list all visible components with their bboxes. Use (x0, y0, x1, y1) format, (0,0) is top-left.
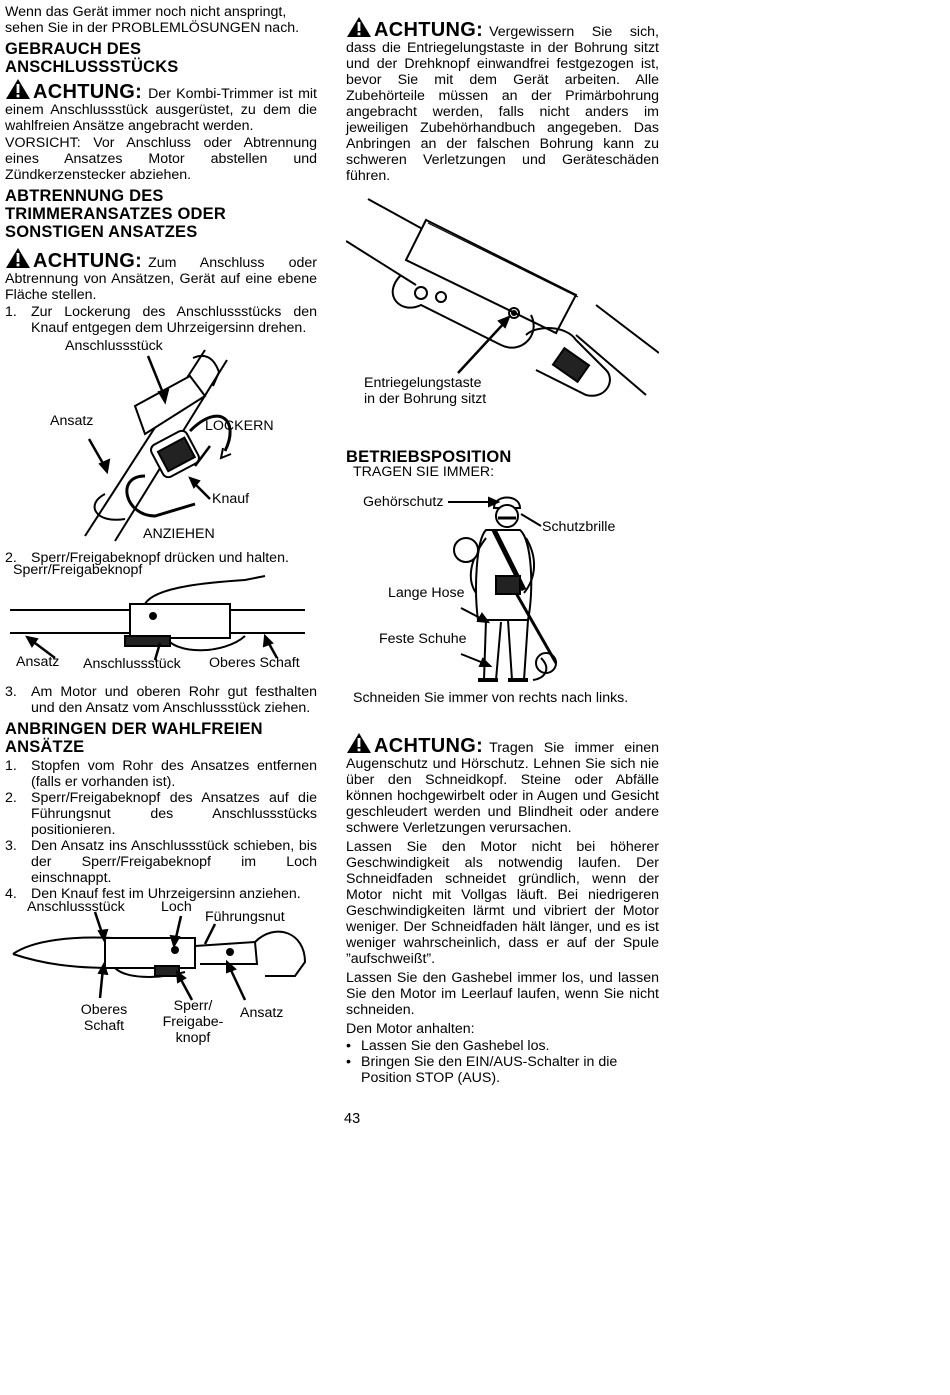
list-item: • Bringen Sie den EIN/AUS-Schalter in die Position STOP (AUS). (346, 1054, 659, 1086)
label-gehoerschutz: Gehörschutz (363, 494, 444, 510)
left-column (5, 4, 317, 1062)
label-anschlussstueck: Anschlussstück (83, 656, 181, 672)
step-3: 3. Am Motor und oberen Rohr gut festhalten und den Ansatz vom Anschlussstück ziehen. (5, 684, 317, 716)
paragraph-2: Lassen Sie den Gashebel immer los, und lassen Sie den Motor im Leerlauf laufen, wenn Sie nicht schneiden. (346, 970, 659, 1018)
warning-triangle-icon (346, 16, 372, 38)
heading-betrieb: BETRIEBSPOSITION (346, 448, 512, 466)
warning-triangle-icon (5, 247, 31, 269)
steps-b (5, 758, 317, 902)
warning-text: Tragen Sie immer einen Augenschutz und Hörschutz. Lehnen Sie sich nie über den Schneidkopf. Steine oder Abfälle können hochgewirbelt oder in Augen und Gesicht geschleudert werden und Blindheit oder andere schwere Verletzungen verursachen. (346, 740, 659, 836)
label-lange-hose: Lange Hose (388, 585, 465, 601)
intro-text: Wenn das Gerät immer noch nicht anspringt, sehen Sie in der PROBLEMLÖSUNGEN nach. (5, 4, 300, 36)
heading-anbringen: ANBRINGEN DER WAHLFREIEN ANSÄTZE (5, 720, 263, 756)
label-lockern: LOCKERN (205, 418, 274, 434)
label-sperr-freigabe-knopf: Sperr/ Freigabe- knopf (162, 998, 224, 1046)
label-oberes-schaft: Oberes Schaft (80, 1002, 128, 1034)
figure-release-hole (346, 185, 659, 430)
step-b-2: 2. Sperr/Freigabeknopf des Ansatzes auf die Führungsnut des Anschlussstücks positionieren. (5, 790, 317, 838)
label-ansatz: Ansatz (50, 413, 94, 429)
label-oberes-schaft: Oberes Schaft (209, 655, 300, 671)
warning-text: Vergewissern Sie sich, dass die Entriegelungstaste in der Bohrung sitzt und der Drehknopf einwandfrei festgezogen ist, bevor Sie mit dem Gerät arbeiten. Alle Zubehörteile müssen an der Primärbohrung angebracht werden, falls nicht anders im jeweiligen Zubehörhandbuch angegeben. Das Anbringen an der falschen Bohrung kann zu schweren Verletzungen und Geräteschäden führen. (346, 24, 659, 184)
label-anziehen: ANZIEHEN (143, 526, 215, 542)
heading-gebrauch: GEBRAUCH DES ANSCHLUSSSTÜCKS (5, 40, 179, 76)
right-column (346, 4, 659, 1086)
label-schutzbrille: Schutzbrille (542, 519, 616, 535)
schneiden-text: Schneiden Sie immer von rechts nach links. (353, 690, 629, 706)
warning-word: ACHTUNG: (33, 250, 143, 272)
figure-release-button (5, 562, 317, 684)
heading-abtrennung: ABTRENNUNG DES TRIMMERANSATZES ODER SONSTIGEN ANSATZES (5, 187, 226, 241)
label-ansatz: Ansatz (240, 1005, 284, 1021)
warning-triangle-icon (346, 732, 372, 754)
step-b-3: 3. Den Ansatz ins Anschlussstück schieben, bis der Sperr/Freigabeknopf im Loch einschnappt. (5, 838, 317, 886)
label-ansatz: Ansatz (16, 654, 60, 670)
label-loch: Loch (161, 899, 192, 915)
figure-attach (5, 899, 317, 1062)
label-sperr: Sperr/Freigabeknopf (13, 562, 143, 578)
label-tragen: TRAGEN SIE IMMER: (353, 464, 495, 480)
list-item: • Lassen Sie den Gashebel los. (346, 1038, 659, 1054)
step-b-1: 1. Stopfen vom Rohr des Ansatzes entfernen (falls er vorhanden ist). (5, 758, 317, 790)
label-feste-schuhe: Feste Schuhe (379, 631, 467, 647)
warning-2 (5, 247, 317, 303)
warning-4 (346, 732, 659, 836)
figure-loosen-knob (5, 336, 317, 550)
stop-list (346, 1038, 659, 1086)
warning-text: Zum Anschluss oder Abtrennung von Ansätzen, Gerät auf eine ebene Fläche stellen. (5, 255, 317, 303)
warning-1 (5, 78, 317, 134)
page-number: 43 (344, 1111, 361, 1127)
steps-a3 (5, 684, 317, 716)
figure-operating-position (346, 464, 659, 690)
label-entriegelung: Entriegelungstaste in der Bohrung sitzt (364, 375, 487, 407)
steps-a (5, 304, 317, 336)
knob-illustration (5, 336, 317, 550)
step-1: 1. Zur Lockerung des Anschlussstücks den Knauf entgegen dem Uhrzeigersinn drehen. (5, 304, 317, 336)
warning-word: ACHTUNG: (374, 735, 484, 757)
paragraph-3: Den Motor anhalten: (346, 1021, 475, 1037)
paragraph-1: Lassen Sie den Motor nicht bei höherer Geschwindigkeit als notwendig laufen. Der Schneidfaden schneidet gründlich, wenn der Motor nicht mit Vollgas läuft. Bei niedrigeren Geschwindigkeiten lärmt und vibriert der Motor weniger. Der Schneidfaden hält länger, und es ist weniger wahrscheinlich, dass er auf der Spule ”aufschweißt”. (346, 839, 659, 967)
vorsicht-text: VORSICHT: Vor Anschluss oder Abtrennung eines Ansatzes Motor abstellen und Zündkerzenstecker abziehen. (5, 135, 317, 183)
warning-3 (346, 16, 659, 184)
label-fuehrungsnut: Führungsnut (205, 909, 285, 925)
warning-word: ACHTUNG: (33, 81, 143, 103)
step-2: 2. Sperr/Freigabeknopf drücken und halten. (5, 550, 289, 566)
warning-text: Der Kombi-Trimmer ist mit einem Anschlussstück ausgerüstet, zu dem die wahlfreien Ansätze angebracht werden. (5, 86, 317, 134)
label-anschlussstueck: Anschlussstück (65, 338, 163, 354)
step-b-4: 4. Den Knauf fest im Uhrzeigersinn anziehen. (5, 886, 301, 902)
warning-word: ACHTUNG: (374, 19, 484, 41)
label-anschlussstueck: Anschlussstück (27, 899, 125, 915)
label-knauf: Knauf (212, 491, 250, 507)
warning-triangle-icon (5, 78, 31, 100)
